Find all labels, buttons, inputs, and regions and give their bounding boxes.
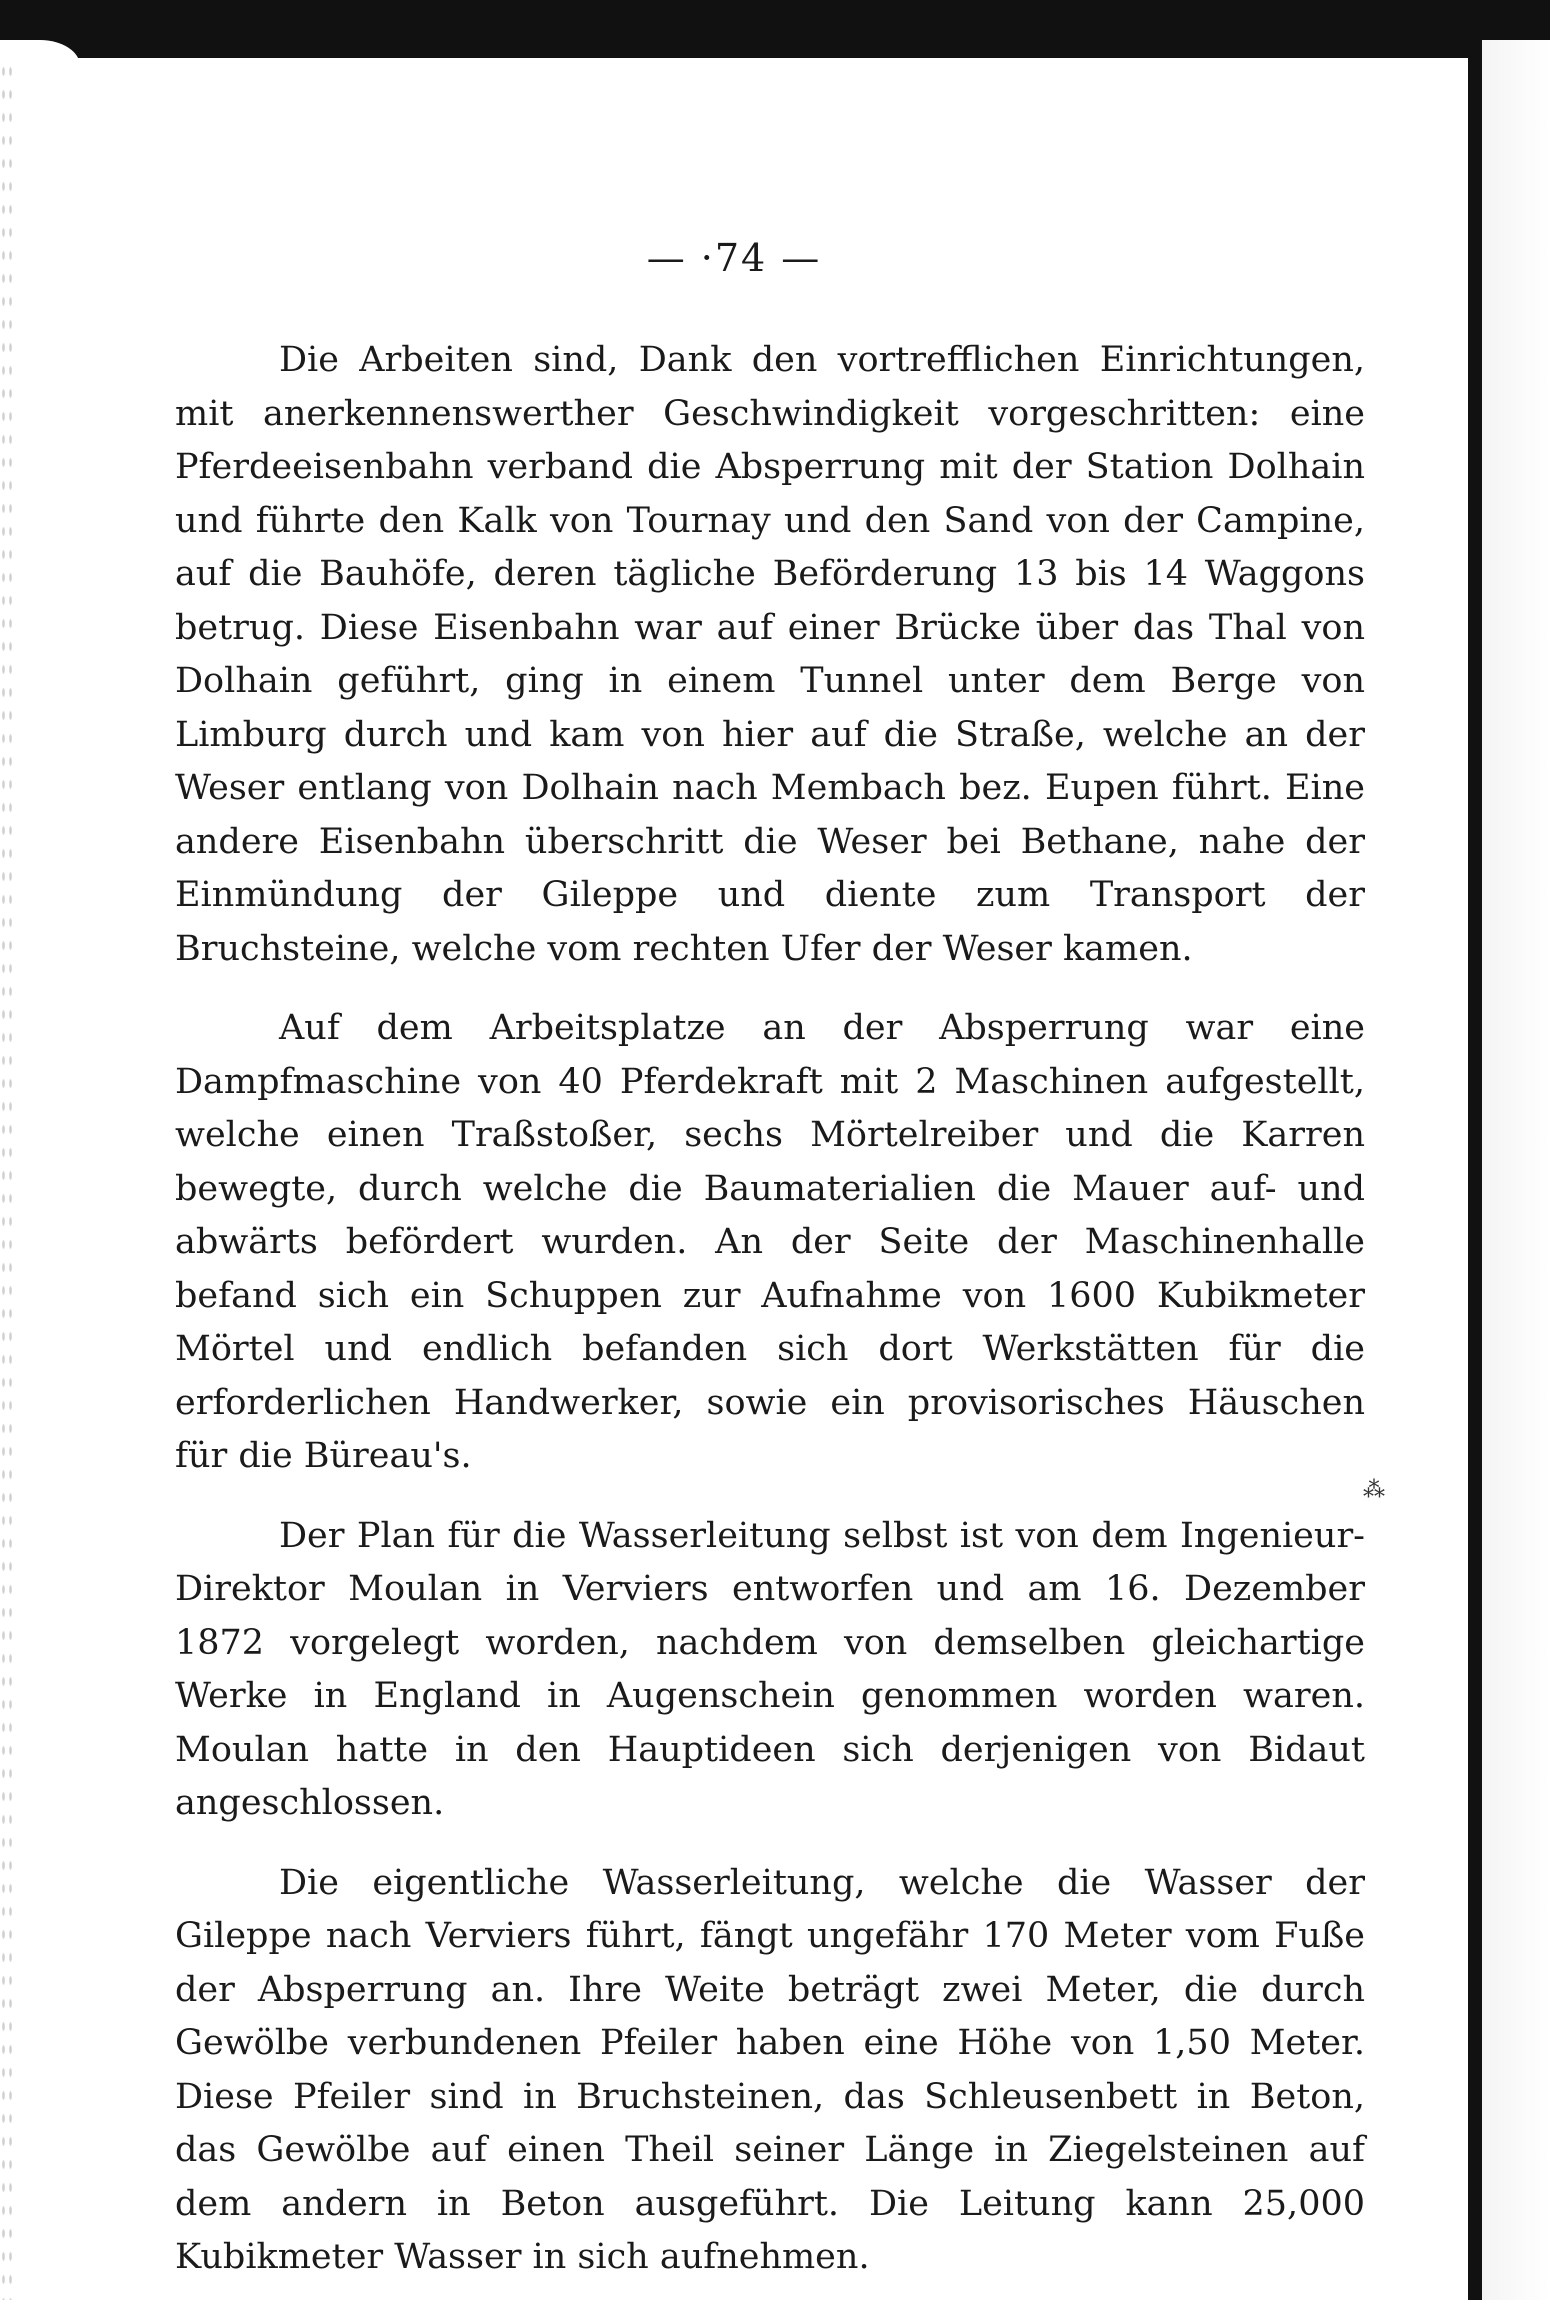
paragraph: Auf dem Arbeitsplatze an der Absperrung war eine Dampfmaschine von 40 Pferdekraft mit 2 Maschinen aufgestellt, welche einen Traßstoßer, sechs Mörtelreiber und die Karren bewegte, durch welche die Baumaterialien die Mauer auf- und abwärts befördert wurden. An der Seite der Maschinenhalle befand sich ein Schuppen zur Aufnahme von 1600 Kubikmeter Mörtel und endlich befanden sich dort Werkstätten für die erforderlichen Handwerker, sowie ein provisorisches Häuschen für die Büreau's.	[175, 1008, 1365, 1476]
ink-smudge-mark: ⁂	[1363, 1478, 1385, 1503]
paragraph: Die Arbeiten sind, Dank den vortrefflichen Einrichtungen, mit anerkennenswerther Geschwindigkeit vorgeschritten: eine Pferdeeisenbahn verband die Absperrung mit der Station Dolhain und führte den Kalk von Tournay und den Sand von der Campine, auf die Bauhöfe, deren tägliche Beförderung 13 bis 14 Waggons betrug. Diese Eisenbahn war auf einer Brücke über das Thal von Dolhain geführt, ging in einem Tunnel unter dem Berge von Limburg durch und kam von hier auf die Straße, welche an der Weser entlang von Dolhain nach Membach bez. Eupen führt. Eine andere Eisenbahn überschritt die Weser bei Bethane, nahe der Einmündung der Gileppe und diente zum Transport der Bruchsteine, welche vom rechten Ufer der Weser kamen.	[175, 340, 1365, 969]
body-text	[175, 334, 1365, 2311]
scan-right-border	[1468, 40, 1482, 2300]
scan-left-edge-specks	[0, 60, 14, 2300]
paragraph: Der Plan für die Wasserleitung selbst ist von dem Ingenieur-Direktor Moulan in Verviers entworfen und am 16. Dezember 1872 vorgelegt worden, nachdem von demselben gleichartige Werke in England in Augenschein genommen worden waren. Moulan hatte in den Hauptideen sich derjenigen von Bidaut angeschlossen.	[175, 1515, 1365, 1823]
paragraph: Die eigentliche Wasserleitung, welche die Wasser der Gileppe nach Verviers führt, fängt ungefähr 170 Meter vom Fuße der Absperrung an. Ihre Weite beträgt zwei Meter, die durch Gewölbe verbundenen Pfeiler haben eine Höhe von 1,50 Meter. Diese Pfeiler sind in Bruchsteinen, das Schleusenbett in Beton, das Gewölbe auf einen Theil seiner Länge in Ziegelsteinen auf dem andern in Beton ausgeführt. Die Leitung kann 25,000 Kubikmeter Wasser in sich aufnehmen.	[175, 1862, 1365, 2277]
scan-top-border	[0, 0, 1550, 58]
page-number: — ·74 —	[646, 236, 822, 280]
scan-right-margin	[1482, 40, 1550, 2300]
